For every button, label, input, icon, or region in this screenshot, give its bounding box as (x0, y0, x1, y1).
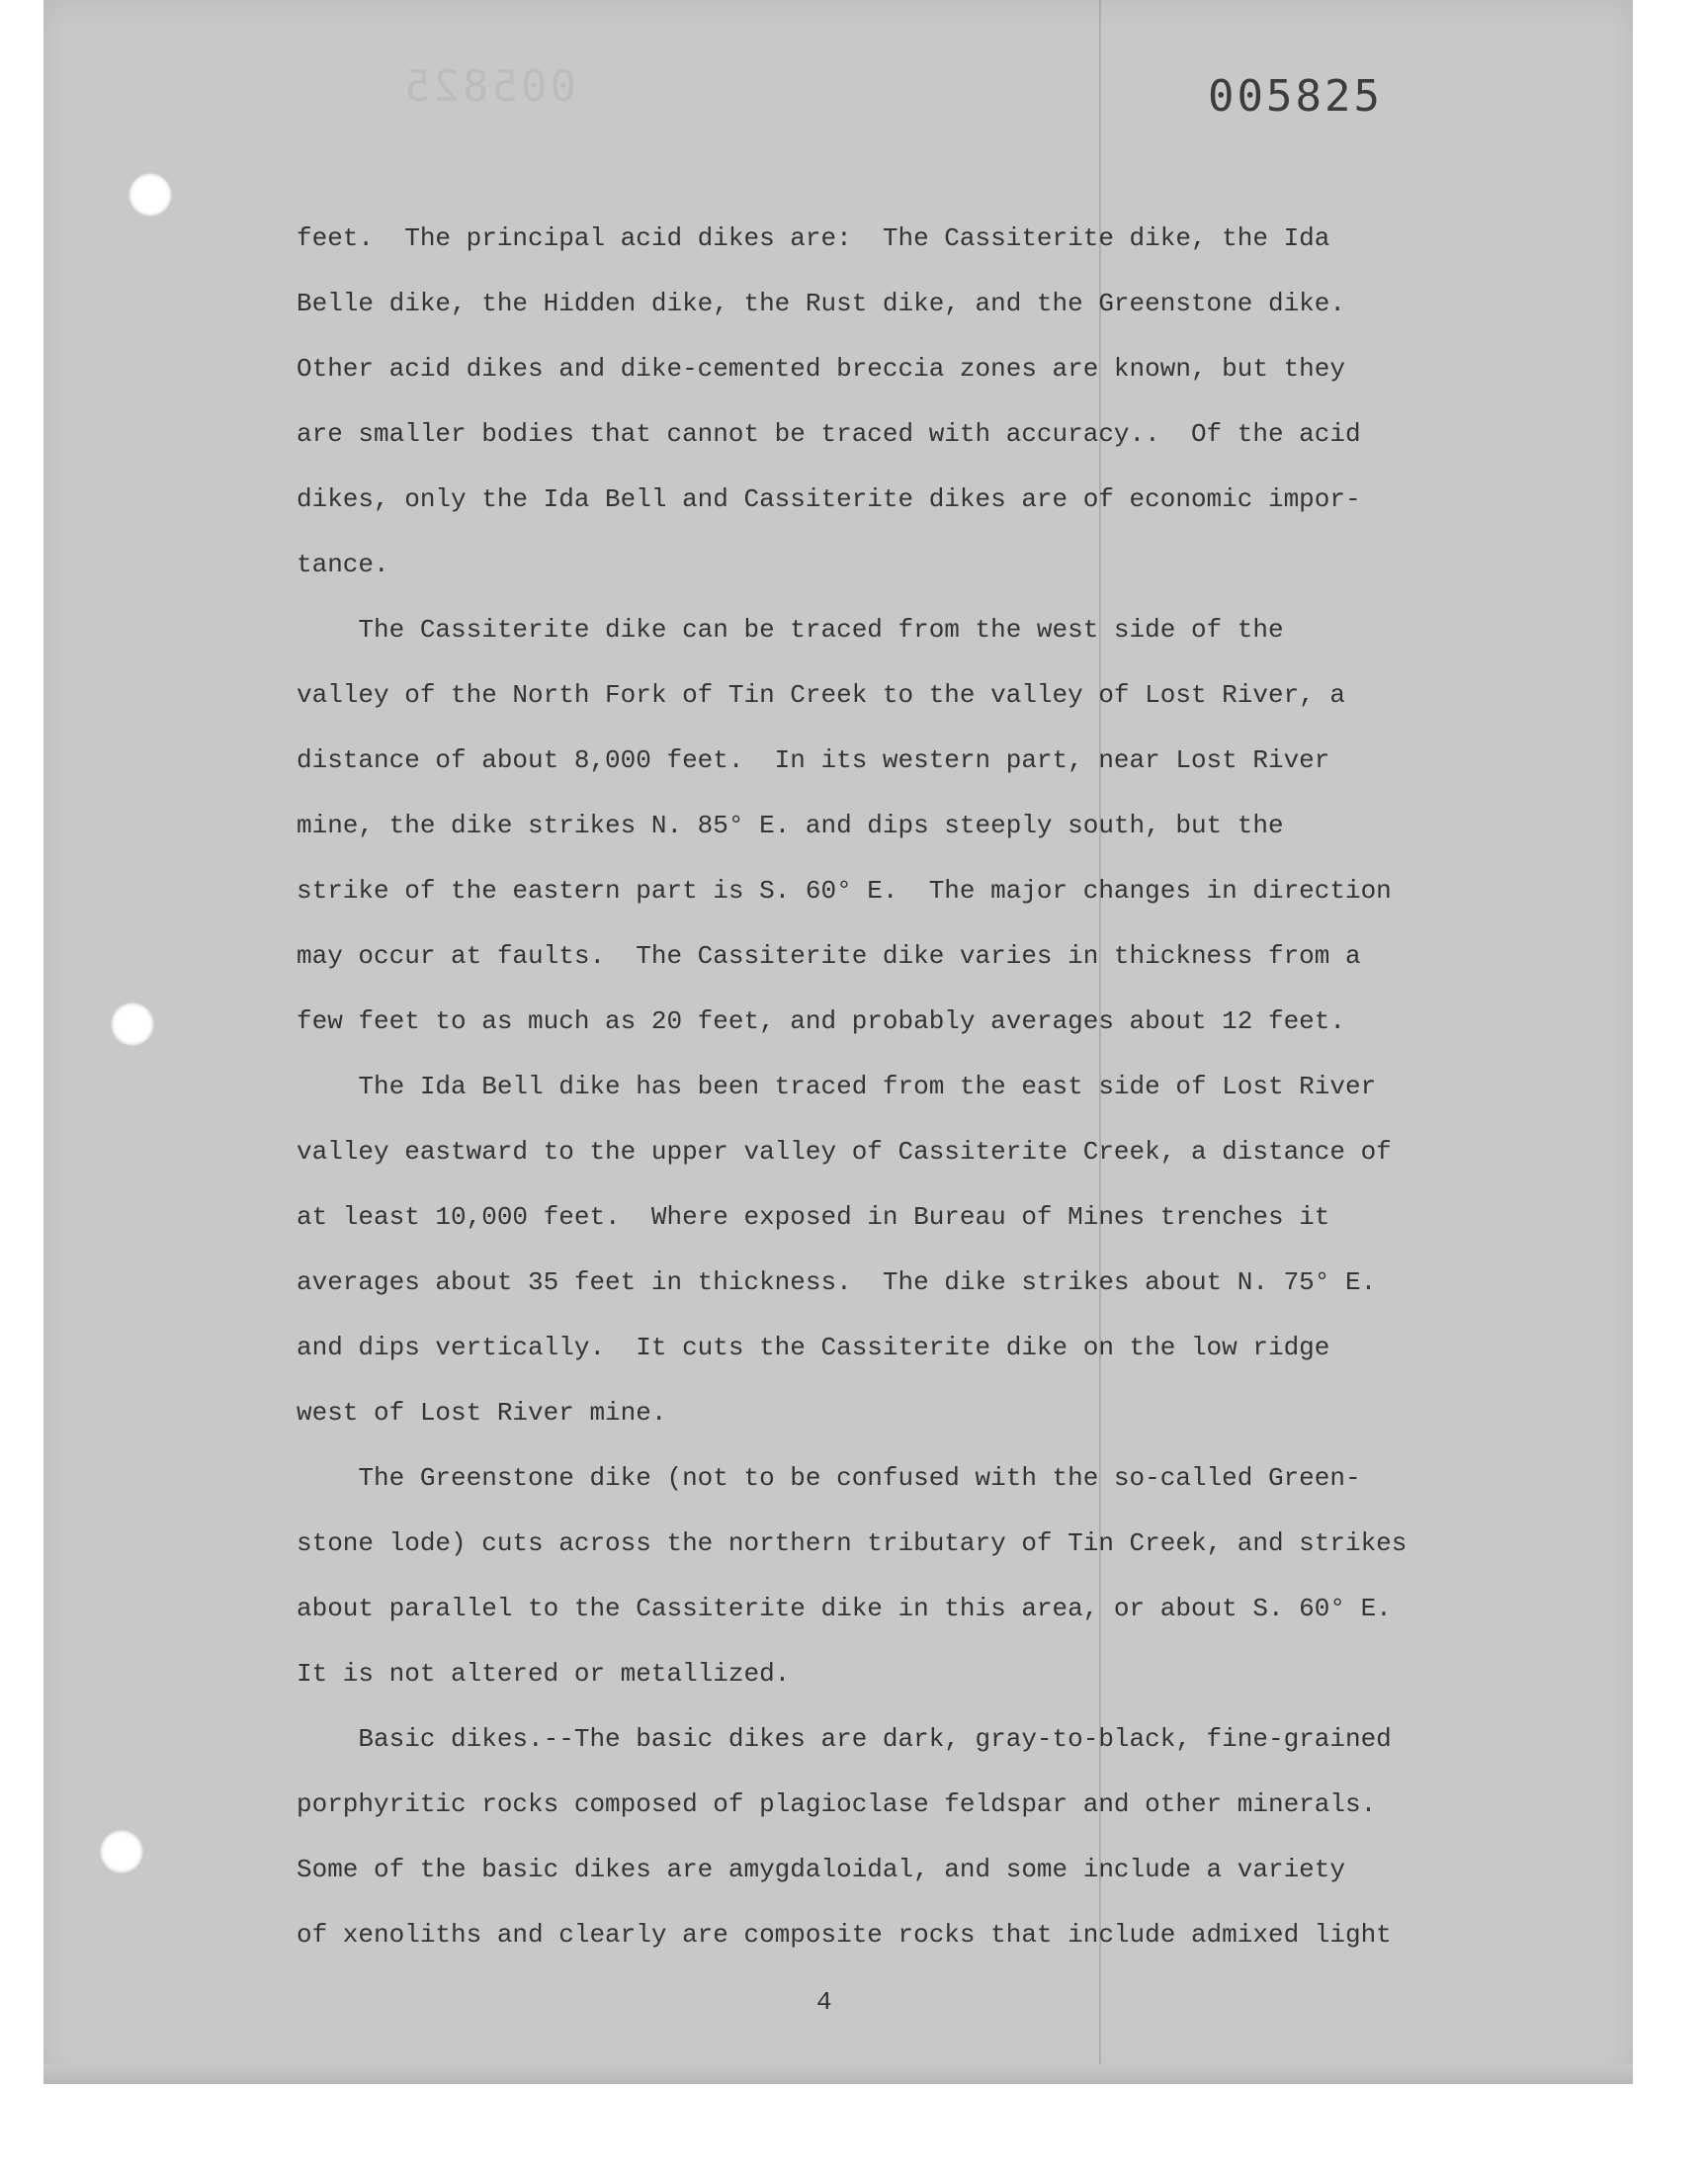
text-line: may occur at faults. The Cassiterite dike varies in thickness from a (297, 941, 1361, 971)
text-line: porphyritic rocks composed of plagioclase feldspar and other minerals. (297, 1789, 1377, 1819)
text-line: about parallel to the Cassiterite dike in this area, or about S. 60° E. (297, 1594, 1392, 1623)
body-text (297, 206, 1483, 1967)
text-line: dikes, only the Ida Bell and Cassiterite dikes are of economic impor- (297, 484, 1361, 514)
punch-hole (111, 1002, 154, 1046)
text-line: The Cassiterite dike can be traced from the west side of the (297, 615, 1284, 645)
text-line: Some of the basic dikes are amygdaloidal, and some include a variety (297, 1855, 1345, 1884)
text-line: valley eastward to the upper valley of Cassiterite Creek, a distance of (297, 1137, 1392, 1167)
text-line: Other acid dikes and dike-cemented breccia zones are known, but they (297, 354, 1345, 384)
text-line: averages about 35 feet in thickness. The dike strikes about N. 75° E. (297, 1267, 1377, 1297)
text-line: and dips vertically. It cuts the Cassiterite dike on the low ridge (297, 1333, 1330, 1362)
scan-bottom-edge (43, 2064, 1633, 2084)
text-line: The Ida Bell dike has been traced from the east side of Lost River (297, 1072, 1377, 1101)
text-line: mine, the dike strikes N. 85° E. and dips steeply south, but the (297, 811, 1284, 840)
text-line: west of Lost River mine. (297, 1398, 667, 1428)
text-line: Belle dike, the Hidden dike, the Rust dike, and the Greenstone dike. (297, 289, 1345, 318)
text-line: distance of about 8,000 feet. In its western part, near Lost River (297, 745, 1330, 775)
text-line: feet. The principal acid dikes are: The Cassiterite dike, the Ida (297, 223, 1330, 253)
punch-hole (128, 173, 172, 217)
text-line: are smaller bodies that cannot be traced with accuracy.. Of the acid (297, 419, 1361, 449)
page-number: 4 (816, 1987, 832, 2017)
text-line: Basic dikes.--The basic dikes are dark, gray-to-black, fine-grained (297, 1724, 1392, 1754)
bleed-through-number: 005825 (401, 61, 576, 112)
text-line: few feet to as much as 20 feet, and probably averages about 12 feet. (297, 1006, 1345, 1036)
text-line: of xenoliths and clearly are composite rocks that include admixed light (297, 1920, 1392, 1950)
text-line: valley of the North Fork of Tin Creek to the valley of Lost River, a (297, 680, 1345, 710)
text-line: stone lode) cuts across the northern tributary of Tin Creek, and strikes (297, 1528, 1408, 1558)
document-number: 005825 (1208, 71, 1383, 122)
text-line: strike of the eastern part is S. 60° E. The major changes in direction (297, 876, 1392, 906)
text-line: It is not altered or metallized. (297, 1659, 791, 1689)
punch-hole (100, 1830, 143, 1873)
text-line: tance. (297, 550, 389, 579)
text-line: The Greenstone dike (not to be confused with the so-called Green- (297, 1463, 1361, 1493)
text-line: at least 10,000 feet. Where exposed in Bureau of Mines trenches it (297, 1202, 1330, 1232)
